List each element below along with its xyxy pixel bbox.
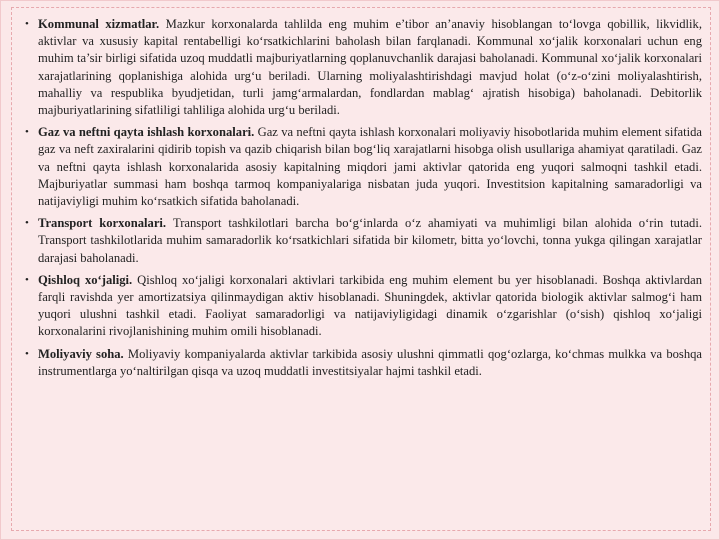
list-item: [26, 346, 702, 380]
bullet-icon: •: [25, 347, 29, 360]
bullet-icon: •: [25, 273, 29, 286]
content-panel: [11, 7, 711, 531]
bullet-icon: •: [25, 126, 29, 139]
item-term: Kommunal xizmatlar.: [38, 17, 166, 31]
item-term: Qishloq xo‘jaligi.: [38, 272, 138, 287]
list-item: [26, 16, 702, 119]
bullet-icon: •: [25, 217, 29, 230]
list-item: [26, 215, 702, 267]
item-term: Moliyaviy soha.: [38, 346, 128, 361]
item-text: Transport tashkilotlari barcha bo‘g‘inlarda o‘z ahamiyati va muhimligi bilan alohida o‘rin tutadi. Transport tashkilotlarida muhim samaradorlik ko‘rsatkichlari sifatida bir kilometr, bitta yo‘lovchi, tonna yukga qilingan xarajatlar darajasi baholanadi.: [38, 216, 702, 265]
item-term: Gaz va neftni qayta ishlash korxonalari.: [38, 125, 258, 140]
list-item: [26, 124, 702, 210]
item-term: Transport korxonalari.: [38, 216, 173, 231]
list-item: [26, 272, 702, 341]
bullet-list: [26, 16, 702, 385]
item-text: Mazkur korxonalarda tahlilda eng muhim e’tibor an’anaviy hisoblangan to‘lovga qobillik, likvidlik, aktivlar va xususiy kapital rentabelligi ko‘rsatkichlarini baholash bilan farqlanadi. Kommunal xo‘jalik korxonalari uchun eng muhim ta’sir birligi sifatida uzoq muddatli majburiyatlarning qoplanuvchanlik darajasi baholanadi. Kommunal xo‘jalik korxonalari xarajatlarining qoplanishiga alohida urg‘u beriladi. Ularning moliyalashtirishdagi mavjud holat (o‘z-o‘zini moliyalashtirish, mahalliy va respublika byudjetidan, turli jamg‘armalardan, fondlardan mablag‘ ajratish hisobiga) baholanadi. Debitorlik majburiyatlarining sifatliligi tahliliga alohida urg‘u beriladi.: [38, 17, 702, 118]
bullet-icon: •: [25, 18, 29, 30]
item-text: Moliyaviy kompaniyalarda aktivlar tarkibida asosiy ulushni qimmatli qog‘ozlarga, ko‘chmas mulkka va boshqa instrumentlarga yo‘naltirilgan qisqa va uzoq muddatli investitsiyalar hajmi tashkil etadi.: [38, 346, 703, 378]
item-text: Gaz va neftni qayta ishlash korxonalari moliyaviy hisobotlarida muhim element sifatida gaz va neft zaxiralarini qidirib topish va qazib chiqarish bilan bog‘liq xarajatlarni hisobga olish usullariga ahamiyat qaratiladi. Gaz va neftni qayta ishlash korxonalarida asosiy kapitalning miqdori jami aktivlar qatorida eng yuqori salmoqni tashkil etadi. Majburiyatlar summasi ham boshqa tarmoq kompaniyalariga nisbatan juda yuqori. Investitsion kapitalning samaradorligi va natijaviyligi muhim ko‘rsatkich sifatida baholanadi.: [38, 125, 702, 209]
item-text: Qishloq xo‘jaligi korxonalari aktivlari tarkibida eng muhim element bu yer hisoblanadi. Boshqa aktivlardan farqli ravishda yer amortizatsiya qilinmaydigan aktiv hisoblanadi. Shuningdek, aktivlar qatorida biologik aktivlar salmog‘i ham yuqori ulushni tashkil etadi. Faoliyat samaradorligi va natijaviyligidagi dinamik o‘zgarishlar (o‘sish) qishloq xo‘jaligi korxonalarini rivojlanishining muhim omili hisoblanadi.: [38, 272, 702, 339]
